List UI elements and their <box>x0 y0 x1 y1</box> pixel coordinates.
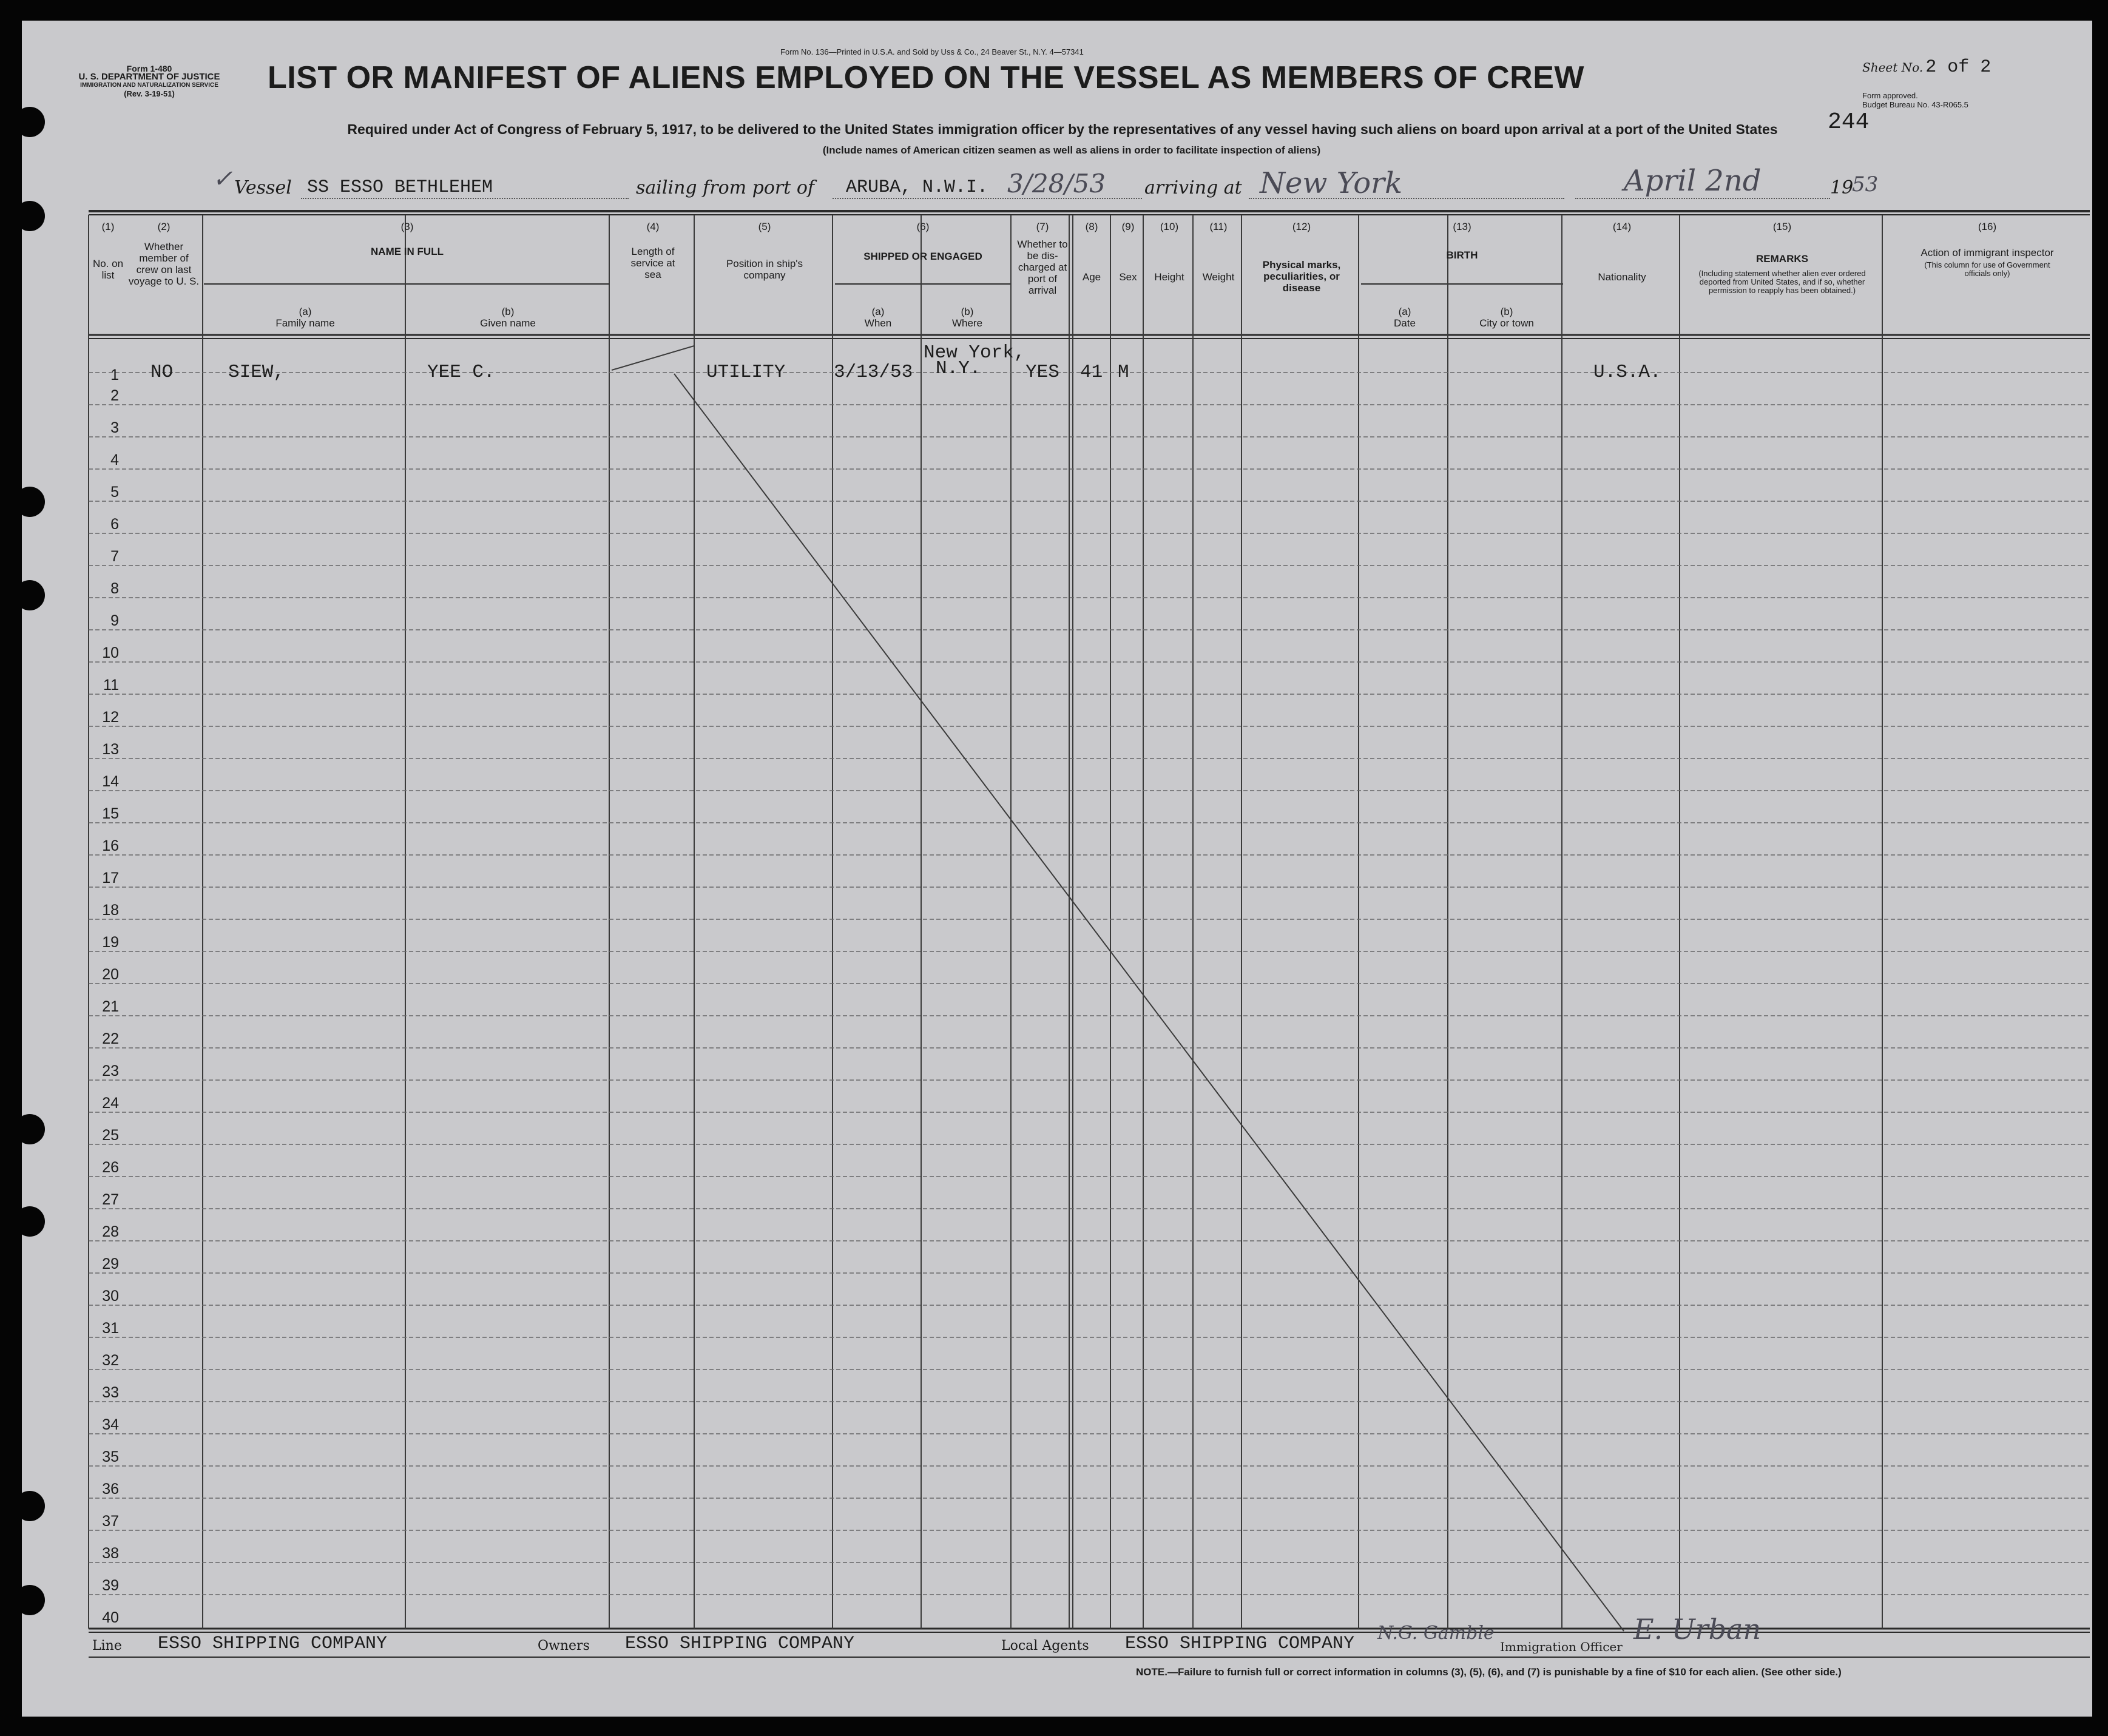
row-number: 30 <box>102 1288 119 1305</box>
row-number: 37 <box>102 1513 119 1530</box>
col13b-title: City or town <box>1479 317 1534 329</box>
line-label: Line <box>92 1638 122 1653</box>
service: IMMIGRATION AND NATURALIZATION SERVICE <box>80 82 218 89</box>
row-number: 24 <box>102 1095 119 1112</box>
row-number: 22 <box>102 1030 119 1047</box>
col15-number: (15) <box>1772 221 1792 232</box>
row-number: 14 <box>102 773 119 790</box>
vessel-check-mark: ✓ <box>212 165 233 193</box>
row-number: 27 <box>102 1191 119 1208</box>
row-number: 1 <box>110 366 119 383</box>
col5-title: Position in ship's company <box>726 258 803 281</box>
col12-number: (12) <box>1292 221 1311 232</box>
col9-number: (9) <box>1121 221 1135 232</box>
row-number: 28 <box>102 1223 119 1240</box>
department: U. S. DEPARTMENT OF JUSTICE <box>78 72 220 82</box>
col6b-header <box>924 306 1011 329</box>
row-number: 2 <box>110 387 119 404</box>
col4-title: Length of service at sea <box>630 246 675 280</box>
line-value: ESSO SHIPPING COMPANY <box>158 1633 388 1654</box>
revision: (Rev. 3-19-51) <box>124 89 175 98</box>
col13a-title: Date <box>1394 317 1416 329</box>
col6a-title: When <box>864 317 892 329</box>
col3a-title: Family name <box>275 317 335 329</box>
sheet-label: Sheet No. <box>1862 60 1924 75</box>
row-number: 21 <box>102 998 119 1015</box>
arriving-label: arriving at <box>1144 177 1242 198</box>
col7-title: Whether to be dis-charged at port of arrival <box>1017 238 1068 296</box>
col15-note: (Including statement whether alien ever ordered deported from United States, and if so, whether permission to reapply has been obtained.) <box>1698 269 1866 295</box>
position-cell: UTILITY <box>706 362 786 383</box>
discharged-cell: YES <box>1025 362 1059 383</box>
officer-label: Immigration Officer <box>1500 1640 1623 1654</box>
col7-header <box>1013 221 1072 296</box>
col10-header <box>1146 221 1193 283</box>
row-number: 25 <box>102 1127 119 1144</box>
col16-number: (16) <box>1978 221 1997 232</box>
col6-title: SHIPPED OR ENGAGED <box>863 251 982 262</box>
col13-number: (13) <box>1453 221 1471 232</box>
row-number: 8 <box>110 580 119 597</box>
sheet-value: 2 of 2 <box>1925 57 1991 78</box>
form-number: Form 1-480 <box>126 64 172 73</box>
row-number: 38 <box>102 1545 119 1562</box>
row-number: 26 <box>102 1159 119 1176</box>
agents-value: ESSO SHIPPING COMPANY <box>1125 1633 1355 1654</box>
col13-title: BIRTH <box>1446 249 1478 261</box>
owners-value: ESSO SHIPPING COMPANY <box>625 1633 855 1654</box>
row-number: 11 <box>103 677 119 694</box>
vessel-label: Vessel <box>234 177 292 198</box>
col14-header <box>1564 221 1680 283</box>
row-number: 5 <box>110 484 119 501</box>
age-cell: 41 <box>1080 362 1103 383</box>
row-number: 17 <box>102 870 119 887</box>
col15-header <box>1682 221 1882 295</box>
sailing-date: 3/28/53 <box>1007 169 1106 198</box>
col6b-title: Where <box>951 317 983 329</box>
page-subtitle: Required under Act of Congress of February 5, 1917, to be delivered to the United States immigration officer by the representatives of any vessel having such aliens on board upon arrival at a port of the United States <box>347 121 1778 137</box>
owners-label: Owners <box>538 1638 590 1653</box>
stamp-number: 244 <box>1828 109 1870 135</box>
row-number: 20 <box>102 966 119 983</box>
row-number: 35 <box>102 1448 119 1465</box>
row-number: 31 <box>102 1320 119 1337</box>
row-number: 18 <box>102 902 119 919</box>
col14-number: (14) <box>1612 221 1632 232</box>
col8-number: (8) <box>1085 221 1098 232</box>
col12-title: Physical marks, peculiarities, or disease <box>1262 259 1341 294</box>
year-value: 53 <box>1852 172 1879 197</box>
col15-title: REMARKS <box>1756 253 1808 265</box>
shipped-when-cell: 3/13/53 <box>834 362 913 383</box>
given-name-cell: YEE C. <box>427 362 495 383</box>
nationality-cell: U.S.A. <box>1593 362 1661 383</box>
col9-header <box>1113 221 1143 283</box>
row-number: 10 <box>102 644 119 661</box>
row-number: 13 <box>102 741 119 758</box>
col6a-number: (a) <box>871 306 885 317</box>
sailing-value: ARUBA, N.W.I. <box>846 177 988 198</box>
col6-header <box>835 221 1011 262</box>
arriving-value: New York <box>1260 166 1403 200</box>
col13b-number: (b) <box>1500 306 1513 317</box>
form-approved: Form approved. <box>1862 91 1918 100</box>
col3-number: (3) <box>400 221 414 232</box>
family-name-cell: SIEW, <box>228 362 285 383</box>
footer-note: NOTE.—Failure to furnish full or correct information in columns (3), (5), (6), and (7) is punishable by a fine of $10 for each alien. (See other side.) <box>1136 1666 1842 1678</box>
row-number: 6 <box>110 516 119 533</box>
crew-last-voyage-cell: NO <box>150 362 174 383</box>
col3b-number: (b) <box>501 306 515 317</box>
col6b-number: (b) <box>961 306 974 317</box>
row-number: 19 <box>102 934 119 951</box>
row-number: 7 <box>110 548 119 565</box>
col1-number: (1) <box>101 221 115 232</box>
col3-header <box>205 221 609 257</box>
row-number: 33 <box>102 1384 119 1401</box>
row-number: 34 <box>102 1416 119 1433</box>
col10-number: (10) <box>1160 221 1179 232</box>
col16-note: (This column for use of Government officials only) <box>1924 260 2050 278</box>
col13a-header <box>1361 306 1448 329</box>
budget-bureau: Budget Bureau No. 43-R065.5 <box>1862 100 1968 109</box>
col11-title: Weight <box>1202 271 1235 283</box>
row-number: 32 <box>102 1352 119 1369</box>
col3a-header <box>205 306 405 329</box>
row-number: 3 <box>110 419 119 436</box>
row-number: 4 <box>110 451 119 468</box>
row-number: 9 <box>110 612 119 629</box>
manifest-sheet <box>22 21 2092 1717</box>
col13-header <box>1361 221 1563 261</box>
shipped-where-cell-line1: New York, <box>924 342 1025 363</box>
col2-number: (2) <box>157 221 171 232</box>
col8-title: Age <box>1082 271 1101 283</box>
agent-signature: N.G. Gamble <box>1377 1623 1495 1644</box>
shipped-where-cell-line2: N.Y. <box>936 358 981 379</box>
col9-title: Sex <box>1119 271 1137 283</box>
col5-header <box>697 221 833 281</box>
col1-title: No. on list <box>92 258 124 281</box>
col11-header <box>1195 221 1241 283</box>
row-number: 36 <box>102 1481 119 1498</box>
col3b-header <box>408 306 608 329</box>
sex-cell: M <box>1118 362 1129 383</box>
col3-title: NAME IN FULL <box>371 246 444 257</box>
page-title: LIST OR MANIFEST OF ALIENS EMPLOYED ON THE VESSEL AS MEMBERS OF CREW <box>268 60 1584 95</box>
include-note: (Include names of American citizen seamen as well as aliens in order to facilitate inspection of aliens) <box>822 144 1321 156</box>
col1-header <box>90 221 126 281</box>
col16-header <box>1885 221 2090 278</box>
col10-title: Height <box>1154 271 1184 283</box>
col4-number: (4) <box>646 221 660 232</box>
col2-header <box>127 221 200 287</box>
agents-label: Local Agents <box>1001 1638 1089 1653</box>
col16-title: Action of immigrant inspector <box>1921 247 2054 258</box>
row-number: 29 <box>102 1255 119 1272</box>
year-prefix: 19 <box>1830 177 1854 198</box>
col3b-title: Given name <box>480 317 536 329</box>
col7-number: (7) <box>1036 221 1049 232</box>
col13a-number: (a) <box>1398 306 1411 317</box>
col12-header <box>1244 221 1359 294</box>
col3a-number: (a) <box>299 306 312 317</box>
row-number: 40 <box>102 1609 119 1626</box>
row-number: 23 <box>102 1062 119 1079</box>
col2-title: Whether member of crew on last voyage to U. S. <box>128 241 200 287</box>
vessel-value: SS ESSO BETHLEHEM <box>307 177 493 198</box>
officer-signature: E. Urban <box>1633 1613 1762 1646</box>
col14-title: Nationality <box>1598 271 1646 283</box>
row-number: 39 <box>102 1577 119 1594</box>
col6a-header <box>835 306 921 329</box>
row-number: 12 <box>102 709 119 726</box>
printer-line: Form No. 136—Printed in U.S.A. and Sold by Uss & Co., 24 Beaver St., N.Y. 4—57341 <box>780 47 1084 56</box>
row-number: 16 <box>102 837 119 854</box>
col5-number: (5) <box>758 221 771 232</box>
col11-number: (11) <box>1209 221 1228 232</box>
row-number: 15 <box>102 805 119 822</box>
col4-header <box>612 221 694 280</box>
arrival-date: April 2nd <box>1624 164 1762 198</box>
col8-header <box>1073 221 1110 283</box>
sailing-label: sailing from port of <box>636 177 814 198</box>
col6-number: (6) <box>916 221 930 232</box>
col13b-header <box>1450 306 1563 329</box>
